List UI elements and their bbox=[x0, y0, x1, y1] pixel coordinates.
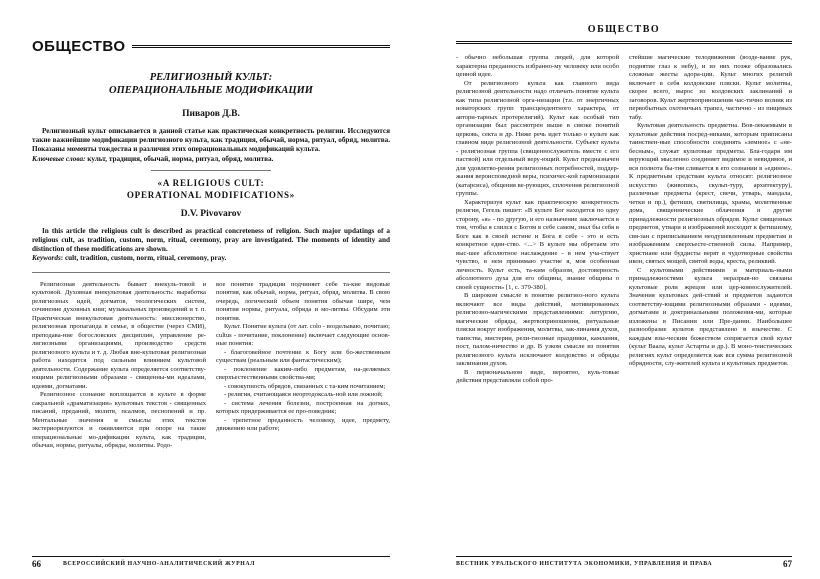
paragraph: В первоначальном виде, вероятно, куль-товые действия представляли собой про- bbox=[456, 368, 619, 384]
section-header bbox=[32, 38, 390, 55]
article-title-line1: РЕЛИГИОЗНЫЙ КУЛЬТ: bbox=[149, 72, 273, 83]
paragraph: Характеризуя культ как практическую конкретность религии, Гегель пишет: «В культе Бог находится по одну сторону, «я» - по другую, и его назначение заключается в том, чтобы я слился с Богом в себе самом, знал бы себя в Боге как в своей истине и Бога в себе - это и есть конкретное един-ство. <...> В культе мы обретаем это выс-шее абсолютное наслаждение - в нем уча-ствует чувство, в нем принимаю участие я, моя особенная личность. Культ есть, та-ким образом, достоверность абсолютного духа для его общины, знание общины о своей сущности» [1, с. 379-380]. bbox=[456, 198, 619, 291]
paragraph: - обычно небольшая группа людей, для которой характерна преданность избранно-му человеку или особо ценной идее. bbox=[456, 54, 619, 78]
journal-title: ВСЕРОССИЙСКИЙ НАУЧНО-АНАЛИТИЧЕСКИЙ ЖУРНАЛ bbox=[63, 561, 256, 567]
eng-title bbox=[32, 177, 390, 201]
article-title-line2: ОПЕРАЦИОНАЛЬНЫЕ МОДИФИКАЦИИ bbox=[109, 85, 313, 96]
left-column-2 bbox=[216, 281, 390, 451]
right-column-2 bbox=[629, 54, 792, 386]
body-columns bbox=[456, 54, 792, 386]
title-rule bbox=[132, 45, 391, 48]
list-item: - религия, считающаяся неортодоксаль-ной или ложной; bbox=[224, 391, 383, 399]
list-item: - совокупность обрядов, связанных с та-ким почитанием; bbox=[224, 382, 386, 390]
separator bbox=[151, 170, 271, 171]
right-page bbox=[412, 0, 820, 579]
eng-title-line1: «A RELIGIOUS CULT: bbox=[157, 177, 265, 188]
paragraph: Культовая деятельность предметна. Вов-лекаемыми в культовые действия посред-никами, которым приписаны таинствен-ные способности соединять «земное» с «не-бесным», служат культовые предметы. Бла-годаря им верующий мысленно соединяет видимое и невидимое, и вся полнота бы-тия сливается в его сознании в «единое». К предметным средствам культа относят: религиозное искусство (живопись, скульп-туру, архитектуру), различные предметы (крест, свечи, утварь, мандала, четки и пр.), фетиши, святилища, храмы, молитвенные дома, священнические облачения и другие принадлежности религиозных обрядов. Культ священных предметов, утвари и изображений восходит к фетишизму, свя-зан с приписыванием неодушевленным предметам и изображениям сверхъесте-ственной силы. Например, христиане или буддисты верят в чудотворные свойства икон, святых мощей, святой воды, креста, реликвий. bbox=[629, 122, 792, 265]
article-title bbox=[32, 71, 390, 97]
list-item: - система лечения болезни, построенная на догмах, которых придерживается ее про-поведник; bbox=[216, 399, 390, 416]
keywords-ru-label: Ключевые слова: bbox=[32, 154, 86, 163]
abstract-ru bbox=[32, 127, 390, 164]
author-en: D.V. Pivovarov bbox=[180, 208, 242, 219]
keywords-ru: культ, традиция, обычай, норма, ритуал, обряд, молитва. bbox=[85, 154, 274, 163]
section-title: ОБЩЕСТВО bbox=[587, 24, 661, 35]
list-item: - поклонение каким-либо предметам, на-деляемых сверхъестественными свойства-ми; bbox=[216, 365, 390, 382]
page-footer bbox=[32, 556, 390, 569]
paragraph: От религиозного культа как главного вида религиозной деятельности надо отличать понятие культа как типа религиозной орга-низации (т.е. от энергичных новаторских групп трансцендентного характера, от автори-тарных протерелигий). Культ как особый тип организации был рассмотрен выше в связке понятий церковь, секта и др. Ниже речь идет только о культе как главном виде религиозной деятельности. Субъект культа - религиозная группа (священнослужитель вместе с его паствой) или отдельный веру-ющий. Культ предназначен для удовлетво-рения религиозных потребностей, поддер-жания вероисповедной веры, психичес-кой гармонизации (катарсиса), общения ве-рующих, сплочения религиозной группы. bbox=[456, 79, 619, 197]
paragraph: стейшие магические телодвижения (возде-вание рук, поднятие глаз к небу), и из них позже образовались сложные жесты адора-ции. Культ многих религий включает в себя колдовские пляски. Культ молитвы, скорее всего, вырос из колдовских заклинаний и заговоров. Культ жертвоприношения час-тично возник из первобытных охотничьих трапез, частично - из пищевых табу. bbox=[629, 54, 792, 121]
keywords-en-label: Keywords bbox=[32, 254, 61, 263]
right-column-1 bbox=[456, 54, 619, 386]
page-number: 67 bbox=[783, 559, 792, 569]
page-number: 66 bbox=[32, 559, 41, 569]
journal-title: ВЕСТНИК УРАЛЬСКОГО ИНСТИТУТА ЭКОНОМИКИ, УПРАВЛЕНИЯ И ПРАВА bbox=[456, 561, 713, 567]
paragraph: Религиозная деятельность бывает внекуль-товой и культовой. Духовная внекультовая деятельность: выработка религиозных идей, догматов, теологических систем, сочинение духовных книг, музыкальных произведений и т. п. Практическая внекультовая деятельность: миссионерство, религиозная пропаганда в семье, в обществе (через СМИ), преподава-ние богословских дисциплин, управление ре-лигиозными организациями, производство средств религиозного культа и т. д. Любая вне-культовая религиозная работа находится под сильным влиянием культовой деятельности. Содержание культа определяется соответству-ющими религиозными образами - священны-ми идеалами, идеями, догматами. bbox=[32, 280, 206, 390]
paragraph: С культовыми действиями и материаль-ными принадлежностями культа неразрыв-но связаны культовые роли жрецов или цер-ковнослужителей. Значения культовых дей-ствий и предметов задаются соответству-ющими религиозными образами - идеями, догматами и доктринальными положения-ми, которые изложены в Писании или Пре-дании. Наибольшее разнообразие культов представлено в язычестве. С каждым язы-ческим божеством сопрягается свой культ (культ Ваала, культ Астарты и др.). В моно-теистических религиях культ определяется как вся сумма религиозной обрядности, слу-жителей культа и культовых предметов. bbox=[629, 266, 792, 367]
abstract-en bbox=[32, 227, 390, 264]
author-ru: Пиваров Д.В. bbox=[182, 109, 240, 119]
section-title: ОБЩЕСТВО bbox=[32, 38, 126, 55]
left-page bbox=[0, 0, 408, 579]
left-column-1 bbox=[32, 281, 206, 451]
separator bbox=[32, 272, 390, 273]
eng-title-line2: OPERATIONAL MODIFICATIONS» bbox=[126, 189, 296, 200]
body-columns bbox=[32, 281, 390, 451]
paragraph: В широком смысле в понятие религиоз-ного культа включают все виды действий, мотивированных религиозно-магическими представлениями: литургию, магические обряды, жертвоприношения, ритуальные пляски вокруг изображения, молитвы, зак-линания духов, таинства, мистерии, рели-гиозные праздники, камлания, пост, палом-ничество и др. В узком смысле из понятия религиозного культа исключают колдовство и обряды заклинания духов. bbox=[456, 292, 619, 367]
page-footer bbox=[456, 556, 792, 569]
paragraph: вое понятие традиции подчиняет себе та-кие видовые понятия, как обычай, норма, ритуал, обряд, молитва. В свою очередь, логический объем понятия обычая шире, чем понятия нормы, ритуала, обряда и мо-литвы. Обсудим эти понятия. bbox=[216, 280, 390, 322]
abstract-ru-text: Религиозный культ описывается в данной статье как практическая конкретность религии. Исследуются такие важнейшие модификации религиозного культа, как традиция, обычай, норма, ритуал, обряд, молитва. Показаны моменты тождества и различия этих операциональных модификаций культа. bbox=[32, 127, 390, 154]
abstract-en-text: In this article the religious cult is described as practical concreteness of religion. Such major updatings of a religious cult, as tradition, custom, norm, ritual, ceremony, pray are investigated. The moments of identity and distinction of these modifications are shown. bbox=[32, 226, 390, 254]
paragraph: Культ. Понятие культа (от лат. colo - возделываю, почитаю; cultus - почитание, поклонение) включает следующие основ-ные понятия: bbox=[216, 323, 390, 348]
keywords-en: : cult, tradition, custom, norm, ritual, ceremony, pray. bbox=[60, 254, 227, 263]
list-item: - трепетное преданность человеку, идее, предмету, движению или работе; bbox=[216, 416, 390, 433]
paragraph: Религиозное сознание воплощается в культе в форме сакральной «драматизации» культовых текстов - священных писаний, преданий, молитв, псалмов, песнопений и пр. Ментальные значения и смыслы этих текстов экстериоризуются и оживляются при опоре на такие операциональные мо-дификации культа, как традиции, обычаи, нормы, ритуалы, обряды, молитвы. Родо- bbox=[32, 391, 206, 450]
title-rule bbox=[456, 41, 792, 44]
section-header bbox=[456, 24, 792, 35]
list-item: - благоговейное почтение к Богу или бо-жественным существам (реальным или фантастическим); bbox=[216, 348, 390, 365]
